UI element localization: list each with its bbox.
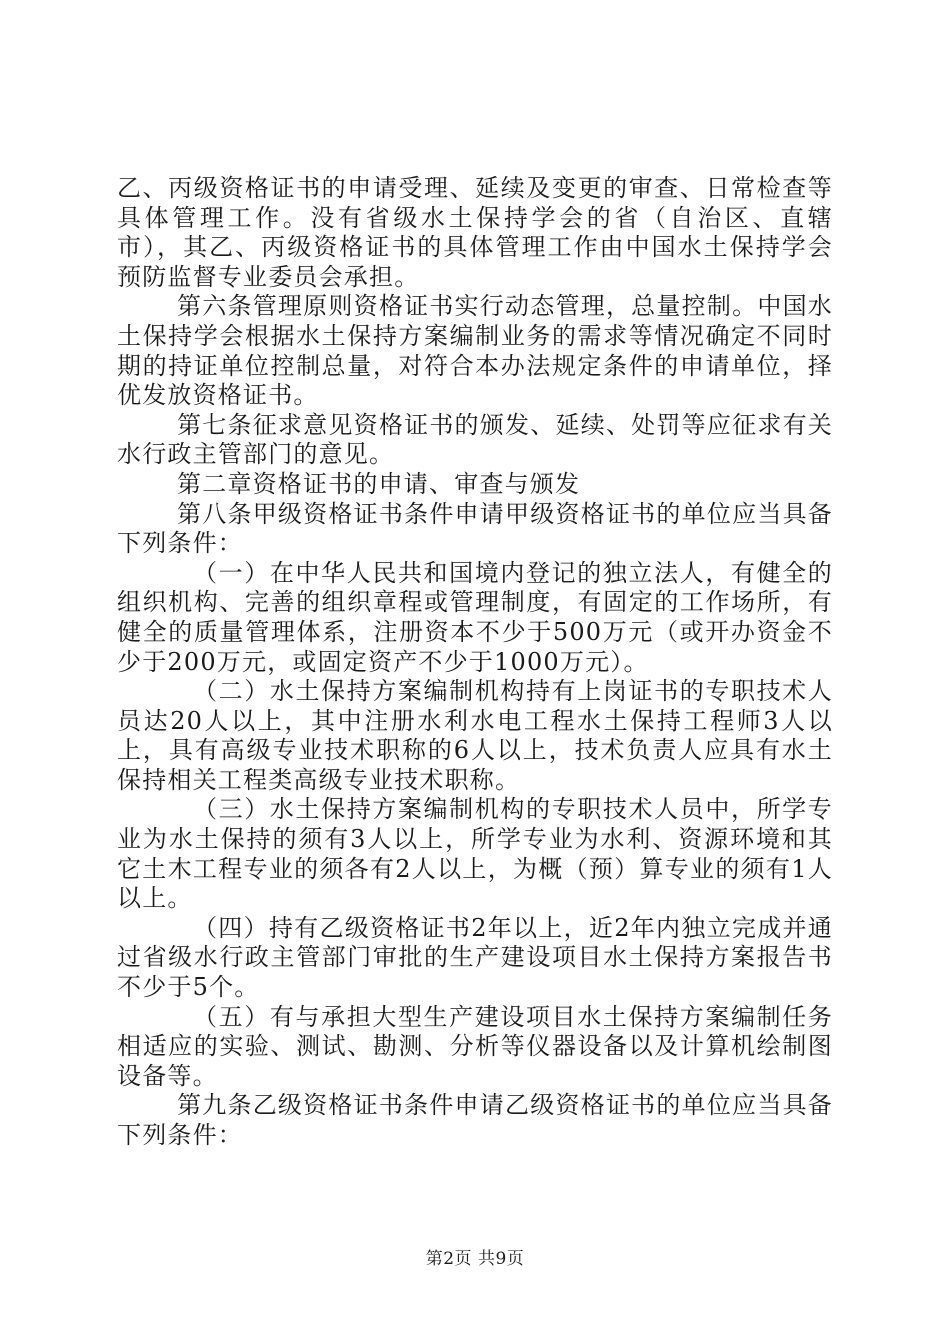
list-item: （三）水土保持方案编制机构的专职技术人员中，所学专业为水土保持的须有3人以上，所学专业为水利、资源环境和其它土木工程专业的须各有2人以上，为概（预）算专业的须有1人以上。	[117, 795, 833, 913]
paragraph: 乙、丙级资格证书的申请受理、延续及变更的审查、日常检查等具体管理工作。没有省级水土保持学会的省（自治区、直辖市），其乙、丙级资格证书的具体管理工作由中国水土保持学会预防监督专业委员会承担。	[117, 174, 833, 291]
list-item: （五）有与承担大型生产建设项目水土保持方案编制任务相适应的实验、测试、勘测、分析等仪器设备以及计算机绘制图设备等。	[117, 1002, 833, 1090]
list-item: （四）持有乙级资格证书2年以上，近2年内独立完成并通过省级水行政主管部门审批的生产建设项目水土保持方案报告书不少于5个。	[117, 913, 833, 1002]
paragraph: 第九条乙级资格证书条件申请乙级资格证书的单位应当具备下列条件：	[117, 1091, 833, 1149]
paragraph: 第八条甲级资格证书条件申请甲级资格证书的单位应当具备下列条件：	[117, 499, 833, 558]
paragraph: 第七条征求意见资格证书的颁发、延续、处罚等应征求有关水行政主管部门的意见。	[117, 410, 833, 469]
paragraph: 第六条管理原则资格证书实行动态管理，总量控制。中国水土保持学会根据水土保持方案编制业务的需求等情况确定不同时期的持证单位控制总量，对符合本办法规定条件的申请单位，择优发放资格证书。	[117, 292, 833, 410]
list-item: （二）水土保持方案编制机构持有上岗证书的专职技术人员达20人以上，其中注册水利水电工程水土保持工程师3人以上，具有高级专业技术职称的6人以上，技术负责人应具有水土保持相关工程类高级专业技术职称。	[117, 677, 833, 794]
list-item: （一）在中华人民共和国境内登记的独立法人，有健全的组织机构、完善的组织章程或管理制度，有固定的工作场所，有健全的质量管理体系，注册资本不少于500万元（或开办资金不少于200万元，或固定资产不少于1000万元）。	[117, 558, 833, 676]
document-body	[117, 174, 833, 1151]
page-number-footer: 第2页 共9页	[425, 1249, 525, 1269]
chapter-heading: 第二章资格证书的申请、审查与颁发	[177, 469, 581, 498]
